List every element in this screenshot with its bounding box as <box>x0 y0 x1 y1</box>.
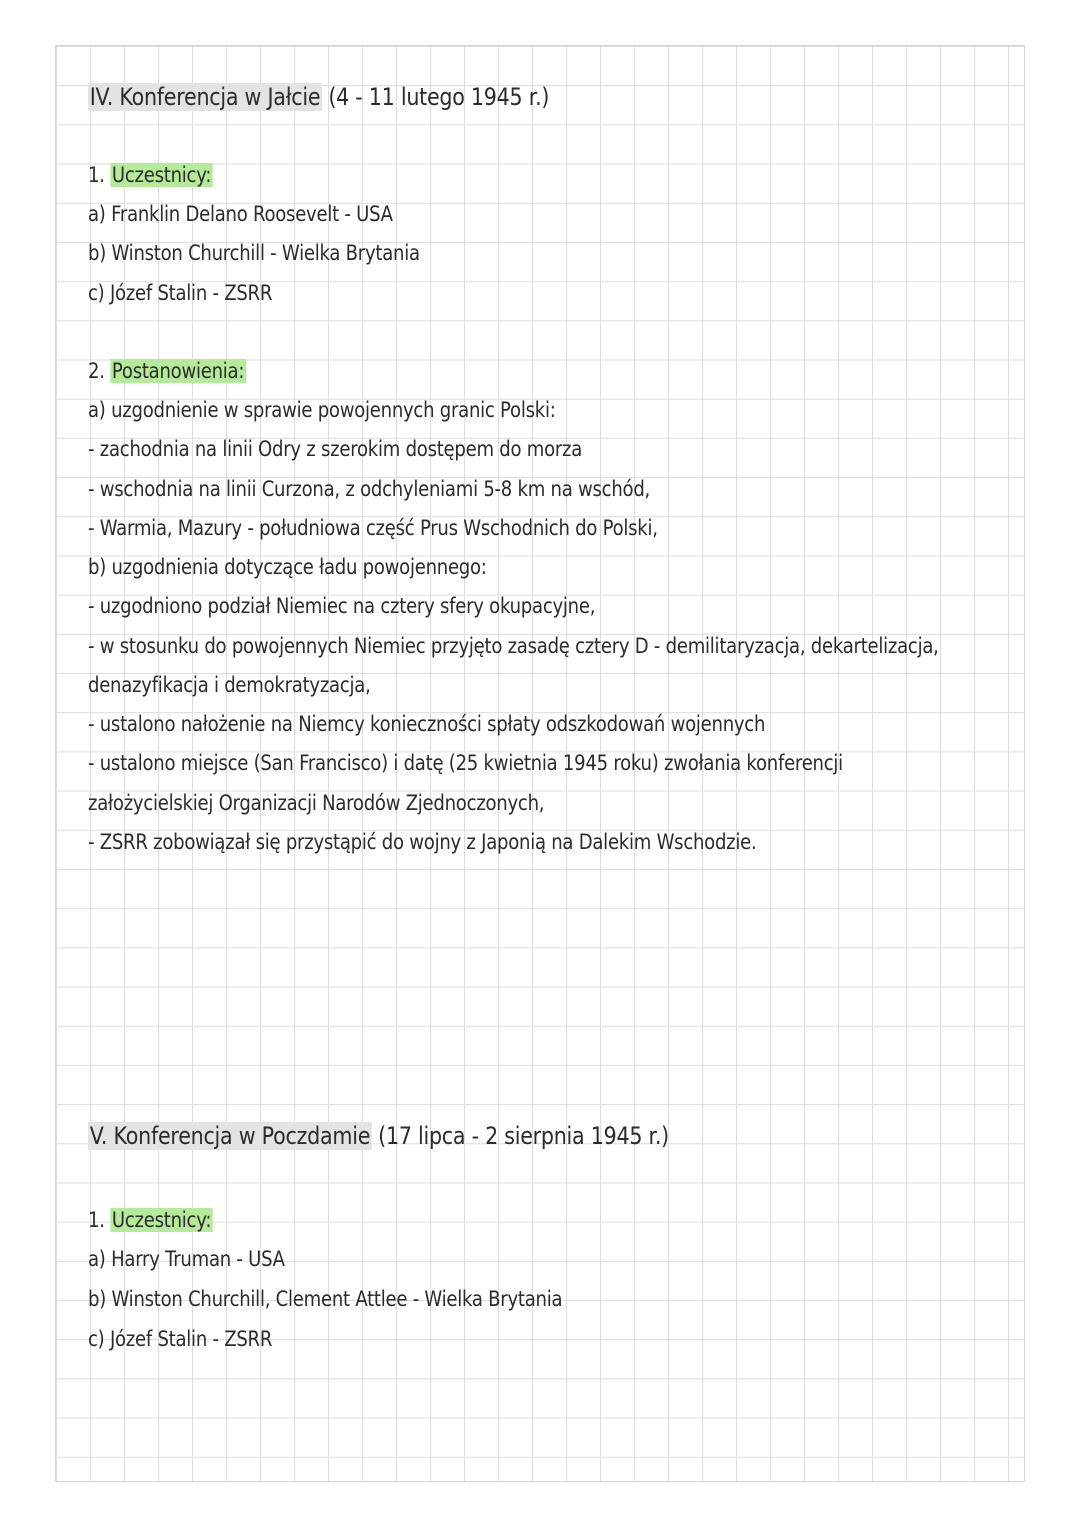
list-number: 2. <box>88 359 111 383</box>
list-item: c) Józef Stalin - ZSRR <box>88 1327 273 1351</box>
text-line: - zachodnia na linii Odry z szerokim dostępem do morza <box>88 437 583 461</box>
text-line: - wschodnia na linii Curzona, z odchyleniami 5-8 km na wschód, <box>88 477 651 501</box>
list-item: a) Harry Truman - USA <box>88 1247 285 1271</box>
text-line: - Warmia, Mazury - południowa część Prus Wschodnich do Polski, <box>88 516 658 540</box>
list-number: 1. <box>88 1208 111 1232</box>
text-line: - uzgodniono podział Niemiec na cztery sfery okupacyjne, <box>88 594 596 618</box>
text-line: założycielskiej Organizacji Narodów Zjednoczonych, <box>88 791 545 815</box>
participants-label: Uczestnicy: <box>111 163 212 187</box>
section-iv-participants-heading <box>88 160 213 190</box>
list-item: b) Winston Churchill, Clement Attlee - Wielka Brytania <box>88 1287 563 1311</box>
list-item: c) Józef Stalin - ZSRR <box>88 281 273 305</box>
section-iv-dates: (4 - 11 lutego 1945 r.) <box>322 83 550 111</box>
section-iv-heading <box>88 82 549 112</box>
text-line: - ustalono miejsce (San Francisco) i datę (25 kwietnia 1945 roku) zwołania konferencji <box>88 751 843 775</box>
section-v-heading <box>88 1121 669 1151</box>
section-iv-decisions-heading <box>88 356 246 386</box>
section-iv-title: IV. Konferencja w Jałcie <box>89 83 321 111</box>
decisions-label: Postanowienia: <box>111 359 245 383</box>
text-line: b) uzgodnienia dotyczące ładu powojennego: <box>88 555 487 579</box>
text-line: - ustalono nałożenie na Niemcy konieczności spłaty odszkodowań wojennych <box>88 712 766 736</box>
participants-label: Uczestnicy: <box>111 1208 212 1232</box>
list-number: 1. <box>88 163 111 187</box>
text-line: a) uzgodnienie w sprawie powojennych granic Polski: <box>88 398 556 422</box>
section-v-dates: (17 lipca - 2 sierpnia 1945 r.) <box>371 1122 669 1150</box>
text-line: - w stosunku do powojennych Niemiec przyjęto zasadę cztery D - demilitaryzacja, dekartelizacja, <box>88 634 939 658</box>
text-line: - ZSRR zobowiązał się przystąpić do wojny z Japonią na Dalekim Wschodzie. <box>88 830 757 854</box>
section-v-title: V. Konferencja w Poczdamie <box>89 1122 371 1150</box>
text-line: denazyfikacja i demokratyzacja, <box>88 673 371 697</box>
list-item: a) Franklin Delano Roosevelt - USA <box>88 202 393 226</box>
section-v-participants-heading <box>88 1205 213 1235</box>
list-item: b) Winston Churchill - Wielka Brytania <box>88 241 420 265</box>
